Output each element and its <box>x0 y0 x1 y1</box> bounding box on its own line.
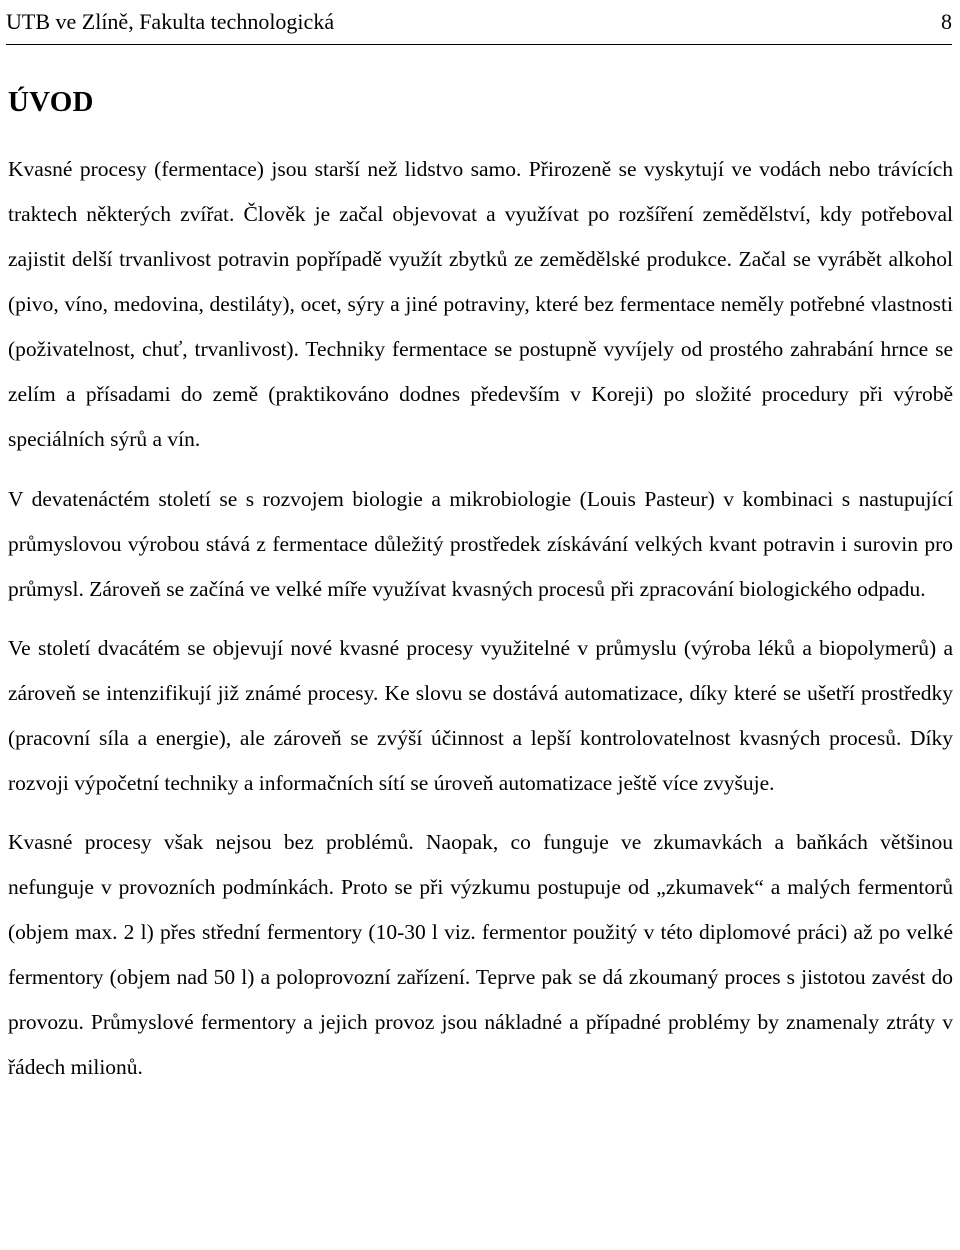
paragraph-3: Ve století dvacátém se objevují nové kvasné procesy využitelné v průmyslu (výroba léků a biopolymerů) a zároveň se intenzifikují již známé procesy. Ke slovu se dostává automatizace, díky které se ušetří prostředky (pracovní síla a energie), ale zároveň se zvýší účinnost a lepší kontrolovatelnost kvasných procesů. Díky rozvoji výpočetní techniky a informačních sítí se úroveň automatizace ještě více zvyšuje. <box>8 636 953 795</box>
page-number: 8 <box>941 9 952 34</box>
section-heading: ÚVOD <box>8 86 94 118</box>
paragraph-1: Kvasné procesy (fermentace) jsou starší než lidstvo samo. Přirozeně se vyskytují ve vodách nebo trávících traktech některých zvířat. Člověk je začal objevovat a využívat po rozšíření zemědělství, kdy potřeboval zajistit delší trvanlivost potravin popřípadě využít zbytků ze zemědělské produkce. Začal se vyrábět alkohol (pivo, víno, medovina, destiláty), ocet, sýry a jiné potraviny, které bez fermentace neměly potřebné vlastnosti (poživatelnost, chuť, trvanlivost). Techniky fermentace se postupně vyvíjely od prostého zahrabání hrnce se zelím a přísadami do země (praktikováno dodnes především v Koreji) po složité procedury při výrobě speciálních sýrů a vín. <box>8 157 953 451</box>
paragraph-4: Kvasné procesy však nejsou bez problémů. Naopak, co funguje ve zkumavkách a baňkách většinou nefunguje v provozních podmínkách. Proto se při výzkumu postupuje od „zkumavek“ a malých fermentorů (objem max. 2 l) přes střední fermentory (10-30 l viz. fermentor použitý v této diplomové práci) až po velké fermentory (objem nad 50 l) a poloprovozní zařízení. Teprve pak se dá zkoumaný proces s jistotou zavést do provozu. Průmyslové fermentory a jejich provoz jsou nákladné a případné problémy by znamenaly ztráty v řádech milionů. <box>8 830 953 1079</box>
paragraph-2: V devatenáctém století se s rozvojem biologie a mikrobiologie (Louis Pasteur) v kombinaci s nastupující průmyslovou výrobou stává z fermentace důležitý prostředek získávání velkých kvant potravin i surovin pro průmysl. Zároveň se začíná ve velké míře využívat kvasných procesů při zpracování biologického odpadu. <box>8 487 953 601</box>
body-text <box>8 147 953 1105</box>
page-header <box>6 0 952 45</box>
header-title: UTB ve Zlíně, Fakulta technologická <box>6 9 335 34</box>
